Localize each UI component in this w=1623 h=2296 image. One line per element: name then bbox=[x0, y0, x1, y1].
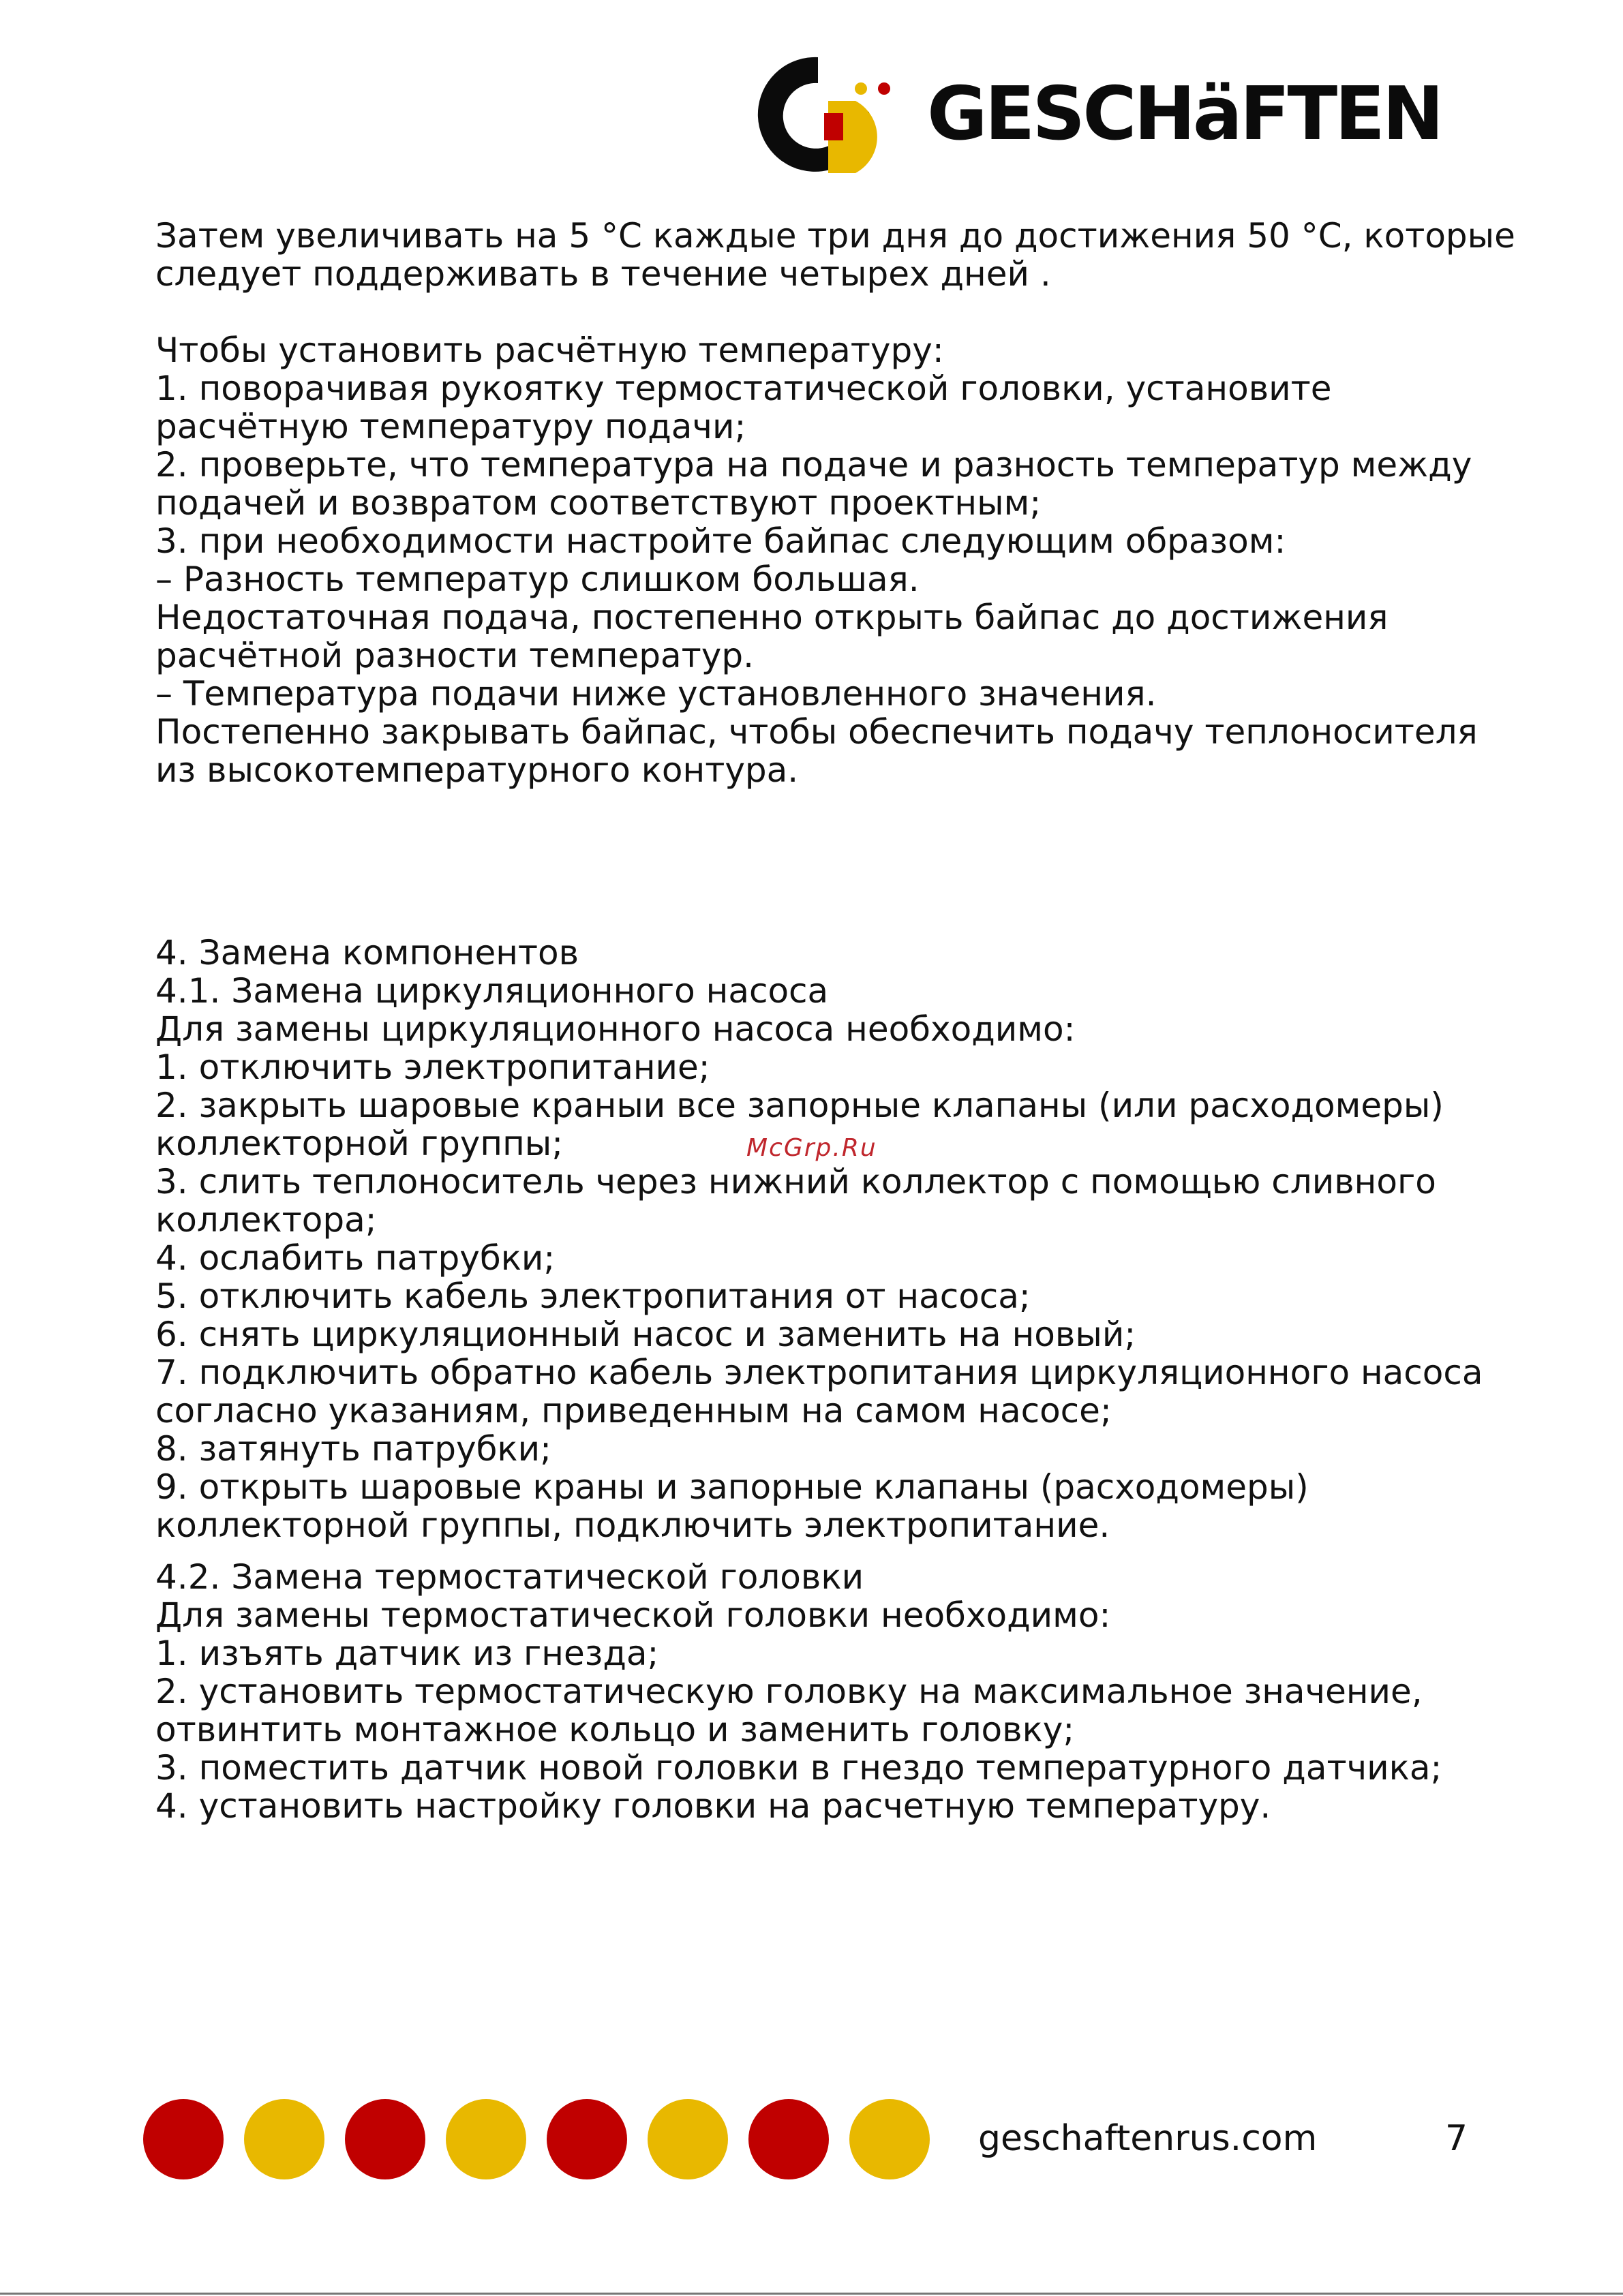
list-item: 1. отключить электропитание; bbox=[155, 1047, 710, 1087]
list-item: 2. проверьте, что температура на подаче и разность температур между bbox=[155, 445, 1472, 485]
footer-dot bbox=[244, 2099, 324, 2179]
list-item: 3. слить теплоноситель через нижний коллектор с помощью сливного bbox=[155, 1162, 1436, 1201]
list-item: коллектора; bbox=[155, 1200, 377, 1240]
list-item: отвинтить монтажное кольцо и заменить головку; bbox=[155, 1710, 1075, 1749]
text-line: Для замены термостатической головки необходимо: bbox=[155, 1595, 1111, 1635]
list-item: 7. подключить обратно кабель электропитания циркуляционного насоса bbox=[155, 1353, 1483, 1392]
list-item: – Разность температур слишком большая. bbox=[155, 560, 920, 599]
list-item: коллекторной группы; bbox=[155, 1124, 564, 1163]
footer-dot bbox=[446, 2099, 526, 2179]
text-line: следует поддерживать в течение четырех дней . bbox=[155, 254, 1051, 294]
list-item: 1. изъять датчик из гнезда; bbox=[155, 1634, 659, 1673]
setpoint-instructions bbox=[155, 331, 1573, 789]
footer-dot bbox=[547, 2099, 627, 2179]
divider bbox=[0, 2293, 1623, 2295]
list-item: 1. поворачивая рукоятку термостатической головки, установите bbox=[155, 369, 1332, 408]
list-item: Недостаточная подача, постепенно открыть байпас до достижения bbox=[155, 598, 1389, 637]
website-link[interactable]: geschaftenrus.com bbox=[978, 2118, 1318, 2159]
list-item: 5. отключить кабель электропитания от насоса; bbox=[155, 1276, 1031, 1316]
list-item: расчётной разности температур. bbox=[155, 636, 755, 675]
logo-mark-icon bbox=[753, 53, 910, 176]
intro-paragraph bbox=[155, 217, 1573, 293]
list-item: 3. при необходимости настройте байпас следующим образом: bbox=[155, 521, 1286, 561]
footer-dot bbox=[143, 2099, 224, 2179]
thermostatic-head-section bbox=[155, 1558, 1573, 1825]
brand-logo bbox=[753, 53, 1462, 176]
pump-replacement-section bbox=[155, 934, 1573, 1544]
list-item: 4. ослабить патрубки; bbox=[155, 1238, 556, 1278]
footer-dot bbox=[748, 2099, 829, 2179]
watermark: McGrp.Ru bbox=[746, 1134, 877, 1162]
list-item: подачей и возвратом соответствуют проектным; bbox=[155, 483, 1042, 523]
section-heading: 4. Замена компонентов bbox=[155, 933, 579, 973]
text-line: Затем увеличивать на 5 °С каждые три дня до достижения 50 °С, которые bbox=[155, 216, 1515, 256]
list-item: 9. открыть шаровые краны и запорные клапаны (расходомеры) bbox=[155, 1467, 1309, 1507]
list-item: согласно указаниям, приведенным на самом насосе; bbox=[155, 1391, 1112, 1430]
footer-dot bbox=[849, 2099, 930, 2179]
list-item: 6. снять циркуляционный насос и заменить на новый; bbox=[155, 1315, 1136, 1354]
list-item: расчётную температуру подачи; bbox=[155, 407, 746, 446]
text-line: Для замены циркуляционного насоса необходимо: bbox=[155, 1009, 1076, 1049]
list-item: 3. поместить датчик новой головки в гнездо температурного датчика; bbox=[155, 1748, 1442, 1788]
list-item: 8. затянуть патрубки; bbox=[155, 1429, 551, 1469]
brand-name: GESCHäFTEN bbox=[927, 72, 1442, 157]
subsection-heading: 4.1. Замена циркуляционного насоса bbox=[155, 971, 829, 1011]
list-item: Постепенно закрывать байпас, чтобы обеспечить подачу теплоносителя bbox=[155, 712, 1478, 752]
footer-dot bbox=[345, 2099, 425, 2179]
list-item: 2. закрыть шаровые краныи все запорные клапаны (или расходомеры) bbox=[155, 1086, 1444, 1125]
subsection-heading: 4.2. Замена термостатической головки bbox=[155, 1557, 864, 1597]
list-item: коллекторной группы, подключить электропитание. bbox=[155, 1505, 1110, 1545]
section-heading: Чтобы установить расчётную температуру: bbox=[155, 331, 944, 370]
list-item: – Температура подачи ниже установленного значения. bbox=[155, 674, 1157, 714]
list-item: из высокотемпературного контура. bbox=[155, 750, 799, 790]
list-item: 4. установить настройку головки на расчетную температуру. bbox=[155, 1786, 1271, 1826]
list-item: 2. установить термостатическую головку на максимальное значение, bbox=[155, 1672, 1423, 1711]
footer-dot bbox=[648, 2099, 728, 2179]
page-number: 7 bbox=[1445, 2118, 1468, 2159]
